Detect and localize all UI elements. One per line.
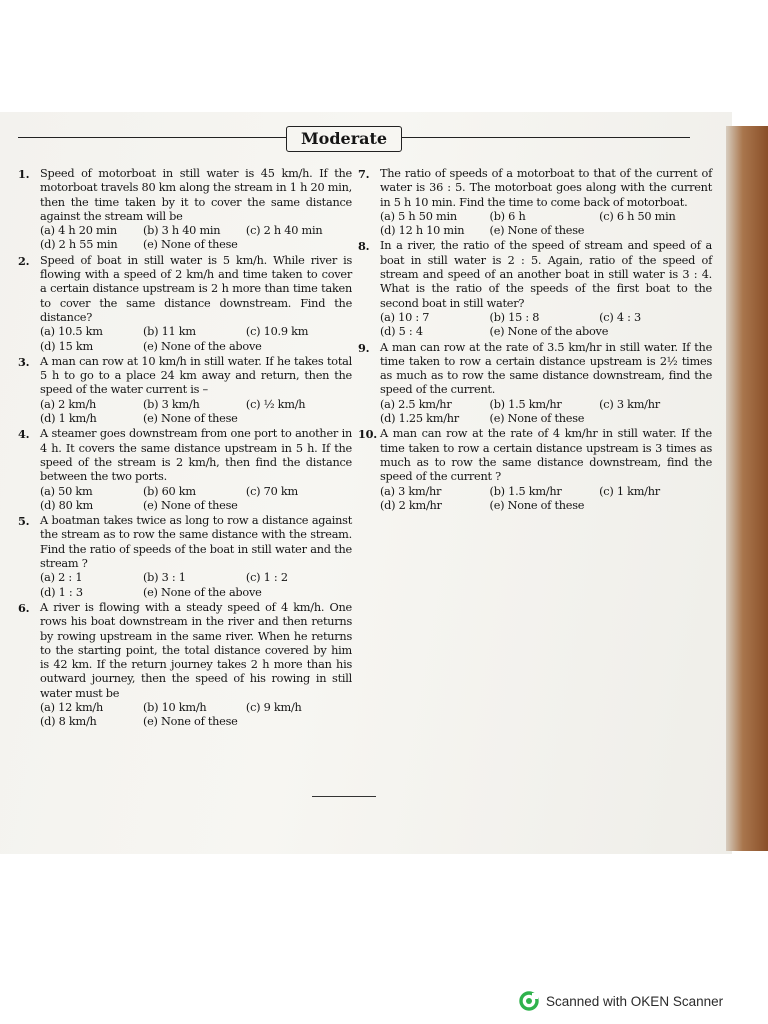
answer-option: (e) None of these bbox=[142, 715, 238, 729]
answer-option: (e) None of the above bbox=[142, 339, 262, 353]
answer-options bbox=[40, 224, 352, 253]
question-item bbox=[18, 514, 352, 600]
question-text: A man can row at the rate of 3.5 km/hr in still water. If the time taken to row a certain distance upstream is 2½ times as much as to row the same distance downstream, find the speed of the current. bbox=[380, 340, 712, 397]
question-number: 4. bbox=[18, 427, 30, 442]
option-row bbox=[40, 224, 352, 238]
question-item bbox=[18, 354, 352, 426]
answer-option: (d) 80 km bbox=[40, 498, 93, 512]
answer-option: (b) 3 km/h bbox=[142, 397, 200, 411]
option-row bbox=[380, 210, 712, 224]
answer-option: (c) 1 km/hr bbox=[599, 484, 660, 498]
question-text: A boatman takes twice as long to row a distance against the stream as to row the same distance with the stream. Find the ratio of speeds of the boat in still water and the stream ? bbox=[40, 514, 352, 571]
answer-option: (d) 12 h 10 min bbox=[380, 224, 465, 238]
answer-option: (d) 5 : 4 bbox=[380, 325, 423, 339]
question-number: 2. bbox=[18, 253, 30, 268]
answer-option: (b) 15 : 8 bbox=[489, 310, 540, 324]
question-text: A steamer goes downstream from one port to another in 4 h. It covers the same distance upstream in 5 h. If the speed of the stream is 2 km/h, then find the distance between the two ports. bbox=[40, 427, 352, 484]
option-row bbox=[380, 224, 712, 238]
answer-option: (d) 1 km/h bbox=[40, 412, 97, 426]
answer-option: (c) 1 : 2 bbox=[245, 571, 288, 585]
answer-option: (e) None of these bbox=[142, 498, 238, 512]
answer-option: (a) 2 : 1 bbox=[40, 571, 83, 585]
question-text: Speed of motorboat in still water is 45 km/h. If the motorboat travels 80 km along the stream in 1 h 20 min, then the time taken by it to cover the same distance against the stream will be bbox=[40, 167, 352, 223]
answer-option: (a) 2.5 km/hr bbox=[380, 397, 452, 411]
answer-options bbox=[40, 398, 352, 427]
option-row bbox=[40, 412, 352, 426]
answer-option: (b) 60 km bbox=[142, 484, 196, 498]
answer-option: (d) 2 h 55 min bbox=[40, 238, 118, 252]
answer-option: (b) 11 km bbox=[142, 325, 196, 339]
option-row bbox=[380, 325, 712, 339]
answer-option: (d) 8 km/h bbox=[40, 715, 97, 729]
answer-option: (e) None of these bbox=[489, 498, 585, 512]
question-item bbox=[18, 167, 352, 253]
answer-option: (a) 12 km/h bbox=[40, 700, 103, 714]
option-row bbox=[40, 340, 352, 354]
answer-option: (b) 10 km/h bbox=[142, 700, 207, 714]
answer-option: (d) 1.25 km/hr bbox=[380, 412, 459, 426]
answer-options bbox=[380, 311, 712, 340]
option-row bbox=[380, 485, 712, 499]
question-number: 10. bbox=[358, 427, 377, 442]
answer-options bbox=[380, 210, 712, 239]
option-row bbox=[40, 485, 352, 499]
answer-option: (a) 50 km bbox=[40, 484, 93, 498]
answer-option: (a) 4 h 20 min bbox=[40, 224, 117, 238]
answer-option: (a) 10 : 7 bbox=[380, 310, 430, 324]
question-item bbox=[18, 427, 352, 513]
answer-option: (e) None of the above bbox=[142, 585, 262, 599]
answer-option: (b) 3 h 40 min bbox=[142, 224, 221, 238]
oken-scanner-logo-icon bbox=[519, 991, 539, 1011]
answer-option: (c) ½ km/h bbox=[245, 397, 306, 411]
answer-option: (d) 2 km/hr bbox=[380, 498, 442, 512]
answer-option: (e) None of these bbox=[142, 238, 238, 252]
option-row bbox=[40, 325, 352, 339]
answer-option: (c) 3 km/hr bbox=[599, 397, 660, 411]
question-text: A river is flowing with a steady speed of 4 km/h. One rows his boat downstream in the river and then returns by rowing upstream in the same river. When he returns to the starting point, the total distance covered by him is 42 km. If the return journey takes 2 h more than his outward journey, then the speed of his rowing in still water must be bbox=[40, 600, 352, 700]
answer-option: (c) 70 km bbox=[245, 484, 298, 498]
section-title: Moderate bbox=[286, 126, 402, 152]
answer-option: (d) 15 km bbox=[40, 339, 93, 353]
question-item bbox=[18, 600, 352, 730]
option-row bbox=[380, 398, 712, 412]
answer-option: (a) 2 km/h bbox=[40, 397, 97, 411]
answer-option: (a) 3 km/hr bbox=[380, 484, 442, 498]
question-text: In a river, the ratio of the speed of stream and speed of a boat in still water is 2 : 5. Again, ratio of the speed of stream and speed of an another boat in still water is 3 : 4. What is the ratio of the speeds of the first boat to the second boat in still water? bbox=[380, 239, 712, 310]
question-item bbox=[18, 253, 352, 354]
answer-options bbox=[380, 398, 712, 427]
answer-option: (a) 5 h 50 min bbox=[380, 209, 457, 223]
scanner-watermark bbox=[519, 991, 723, 1011]
answer-option: (b) 1.5 km/hr bbox=[489, 397, 562, 411]
table-edge bbox=[726, 126, 768, 851]
heading-rule-right bbox=[402, 137, 690, 138]
option-row bbox=[380, 311, 712, 325]
question-number: 5. bbox=[18, 514, 30, 529]
answer-options bbox=[40, 701, 352, 730]
left-column bbox=[18, 167, 352, 731]
answer-option: (c) 9 km/h bbox=[245, 700, 302, 714]
answer-options bbox=[40, 571, 352, 600]
option-row bbox=[40, 586, 352, 600]
question-number: 3. bbox=[18, 354, 30, 369]
answer-option: (a) 10.5 km bbox=[40, 325, 103, 339]
watermark-text: Scanned with OKEN Scanner bbox=[546, 993, 724, 1009]
question-text: The ratio of speeds of a motorboat to that of the current of water is 36 : 5. The motorboat goes along with the current in 5 h 10 min. Find the time to come back of motorboat. bbox=[380, 167, 712, 209]
question-text: A man can row at the rate of 4 km/hr in still water. If the time taken to row a certain distance upstream is 3 times as much as to row the same distance downstream, find the speed of the current ? bbox=[380, 427, 712, 484]
answer-options bbox=[380, 485, 712, 514]
heading-rule-left bbox=[18, 137, 286, 138]
answer-option: (b) 6 h bbox=[489, 209, 526, 223]
question-text: A man can row at 10 km/h in still water. If he takes total 5 h to go to a place 24 km away and return, then the speed of the water current is – bbox=[40, 354, 352, 397]
option-row bbox=[40, 715, 352, 729]
section-heading bbox=[18, 126, 690, 154]
question-number: 6. bbox=[18, 600, 30, 615]
answer-option: (b) 1.5 km/hr bbox=[489, 484, 562, 498]
option-row bbox=[40, 238, 352, 252]
question-item bbox=[358, 239, 712, 339]
right-column bbox=[358, 167, 712, 514]
question-number: 9. bbox=[358, 340, 370, 355]
answer-option: (c) 10.9 km bbox=[245, 325, 309, 339]
answer-option: (c) 2 h 40 min bbox=[245, 224, 323, 238]
option-row bbox=[380, 412, 712, 426]
answer-options bbox=[40, 325, 352, 354]
answer-option: (e) None of the above bbox=[489, 325, 609, 339]
option-row bbox=[40, 571, 352, 585]
answer-option: (b) 3 : 1 bbox=[142, 571, 186, 585]
answer-option: (e) None of these bbox=[142, 412, 238, 426]
answer-option: (c) 4 : 3 bbox=[599, 310, 641, 324]
option-row bbox=[40, 398, 352, 412]
question-number: 8. bbox=[358, 239, 370, 254]
option-row bbox=[40, 499, 352, 513]
question-text: Speed of boat in still water is 5 km/h. While river is flowing with a speed of 2 km/h and time taken to cover a certain distance upstream is 2 h more than time taken to cover the same distance downstream. Find the distance? bbox=[40, 253, 352, 324]
question-item bbox=[358, 340, 712, 427]
question-item bbox=[358, 167, 712, 238]
option-row bbox=[40, 701, 352, 715]
answer-option: (c) 6 h 50 min bbox=[599, 209, 676, 223]
answer-options bbox=[40, 485, 352, 514]
answer-option: (e) None of these bbox=[489, 412, 585, 426]
question-item bbox=[358, 427, 712, 513]
answer-option: (d) 1 : 3 bbox=[40, 585, 83, 599]
question-number: 1. bbox=[18, 167, 30, 181]
end-rule bbox=[312, 796, 376, 797]
question-number: 7. bbox=[358, 167, 370, 181]
answer-option: (e) None of these bbox=[489, 224, 585, 238]
option-row bbox=[380, 499, 712, 513]
